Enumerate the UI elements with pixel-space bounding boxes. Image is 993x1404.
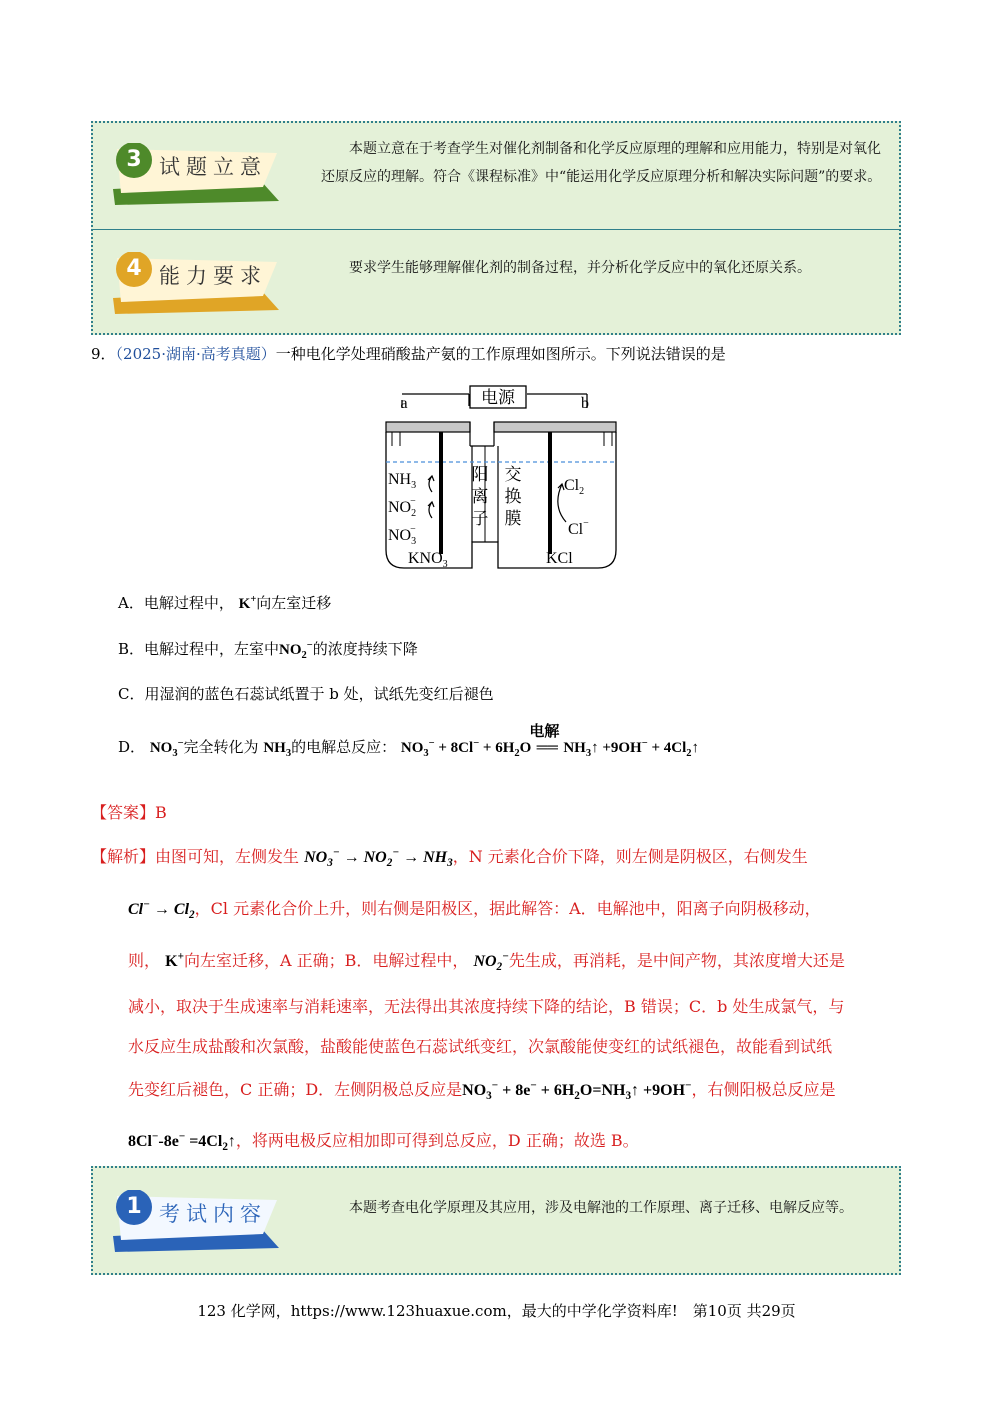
membrane-label-1: 阳 [471,465,489,484]
analysis-text: 先生成，再消耗，是中间产物，其浓度增大还是 [508,951,845,970]
analysis-label: 【解析】 [91,847,156,866]
analysis-text: ，将两电极反应相加即可得到总反应，D 正确；故选 B。 [235,1131,639,1150]
species-no2: $NO_2-$ [388,496,417,519]
right-solution: KCl [546,550,573,567]
anode [548,432,552,554]
terminal-a: a [400,395,408,412]
analysis-text: 向左室迁移，A 正确；B．电解过程中， [183,951,469,970]
membrane-label-5: 换 [504,487,522,506]
species-no3: $NO_3-$ [388,524,417,547]
membrane-label-2: 离 [471,487,489,506]
anode-reaction: $8Cl^--8e^- =4Cl_2↑$ [128,1130,236,1154]
total-reaction-equation: $NO_3^- + 8Cl^- + 6H_2O$ 电解 ══ $NH_3↑ +9OH^-$ + $4Cl_2↑$ [401,740,699,756]
section-ability [93,229,899,336]
info-box-bottom [91,1166,901,1275]
section-text: 本题立意在于考查学生对催化剂制备和化学反应原理的理解和应用能力，特别是对氧化还原反应的理解。符合《课程标准》中“能运用化学反应原理分析和解决实际问题”的要求。 [321,141,882,185]
formula-k-plus: K+ [165,950,184,970]
question-text: 一种电化学处理硝酸盐产氨的工作原理如图所示。下列说法错误的是 [275,345,726,363]
section-text: 要求学生能够理解催化剂的制备过程，并分析化学反应中的氧化还原关系。 [349,260,811,276]
vessel-outline [386,432,616,568]
option-d [118,724,699,759]
right-lid [494,422,616,432]
membrane-label-4: 交 [504,465,522,484]
section-label: 考试内容 [159,1202,267,1226]
page-footer: 123 化学网，https://www.123huaxue.com，最大的中学化学资料库! 第10页 共29页 [197,1302,796,1320]
analysis-line-7 [128,1128,639,1153]
option-a [118,592,331,613]
membrane-label-6: 膜 [504,509,522,528]
section-badge-content [111,1190,279,1244]
answer [91,800,167,823]
left-lid [386,422,470,432]
section-label: 试题立意 [159,155,267,179]
cathode [439,432,443,554]
section-intent [93,123,899,229]
option-text-2: 向左室迁移 [256,594,332,612]
formula-no3-minus: $NO_3^-$ [149,738,184,759]
option-c [118,683,494,704]
cathode-reaction: $NO_3^- + 8e^-$ + $6H_2O=NH_3↑ +9OH^-$ [462,1079,692,1103]
analysis-text: 由图可知，左侧发生 [155,847,300,866]
formula-no3-to-nh3: $NO_3^- \to NO_2^- \to NH_3$ [304,846,453,870]
section-badge-intent [111,143,279,197]
analysis-text: ，右侧阳极总反应是 [691,1080,836,1099]
option-label: D． [118,738,146,756]
formula-nh3: $NH_3$ [263,740,292,759]
analysis-line-3 [128,948,845,973]
left-solution: $KNO_3$ [408,550,448,570]
analysis-line-1 [91,844,808,869]
formula-no2-minus: $NO_2^-$ [279,640,313,661]
formula-k-plus: K+ [238,594,257,612]
formula-no2-minus: $NO_2^-$ [473,950,509,974]
analysis-line-6 [128,1077,835,1102]
answer-label: 【答案】 [91,803,156,822]
analysis-line-5: 水反应生成盐酸和次氯酸，盐酸能使蓝色石蕊试纸变红，次氯酸能使变红的试纸褪色，故能看到试纸 [128,1037,833,1056]
option-label: C． [118,685,145,703]
power-source-label: 电源 [481,388,515,407]
analysis-text: ，Cl 元素化合价上升，则右侧是阳极区，据此解答：A．电解池中，阳离子向阴极移动， [194,899,821,918]
species-cl2: $Cl_2$ [564,477,585,497]
species-nh3: $NH_3$ [388,471,417,491]
section-number: 1 [126,1194,142,1219]
section-number: 3 [126,147,142,172]
analysis-line-2 [128,896,821,921]
analysis-text: ，N 元素化合价下降，则左侧是阴极区，右侧发生 [452,847,808,866]
option-label: B． [118,640,145,658]
electrolysis-diagram [372,382,632,572]
question-stem [91,343,726,364]
terminal-b: b [581,395,589,412]
answer-value: B [155,803,167,822]
analysis-text: 则， [128,951,161,970]
section-badge-ability [111,252,279,306]
info-box-top [91,121,901,335]
analysis-text: 先变红后褪色，C 正确；D．左侧阴极总反应是 [128,1080,463,1099]
section-label: 能力要求 [159,264,267,288]
membrane-label-3: 子 [471,509,489,528]
option-text: 完全转化为 [183,738,259,756]
species-cl-minus: Cl− [568,518,589,538]
option-text-2: 的电解总反应： [291,738,397,756]
option-label: A． [118,594,144,612]
option-text: 电解过程中， [143,594,234,612]
section-number: 4 [126,256,142,281]
question-number: 9． [91,345,116,363]
option-text-2: 的浓度持续下降 [312,640,418,658]
reaction-condition: 电解 [529,724,560,740]
formula-cl-to-cl2: $Cl^- \to Cl_2$ [128,898,195,922]
section-text: 本题考查电化学原理及其应用，涉及电解池的工作原理、离子迁移、电解反应等。 [349,1200,853,1216]
section-content [93,1168,899,1273]
analysis-line-4: 减小，取决于生成速率与消耗速率，无法得出其浓度持续下降的结论，B 错误；C．b 处生成氯气，与 [128,997,845,1016]
option-text: 用湿润的蓝色石蕊试纸置于 b 处，试纸先变红后褪色 [144,685,494,703]
option-b [118,638,418,661]
question-source: （2025·湖南·高考真题） [115,345,276,363]
option-text: 电解过程中，左室中 [144,640,280,658]
